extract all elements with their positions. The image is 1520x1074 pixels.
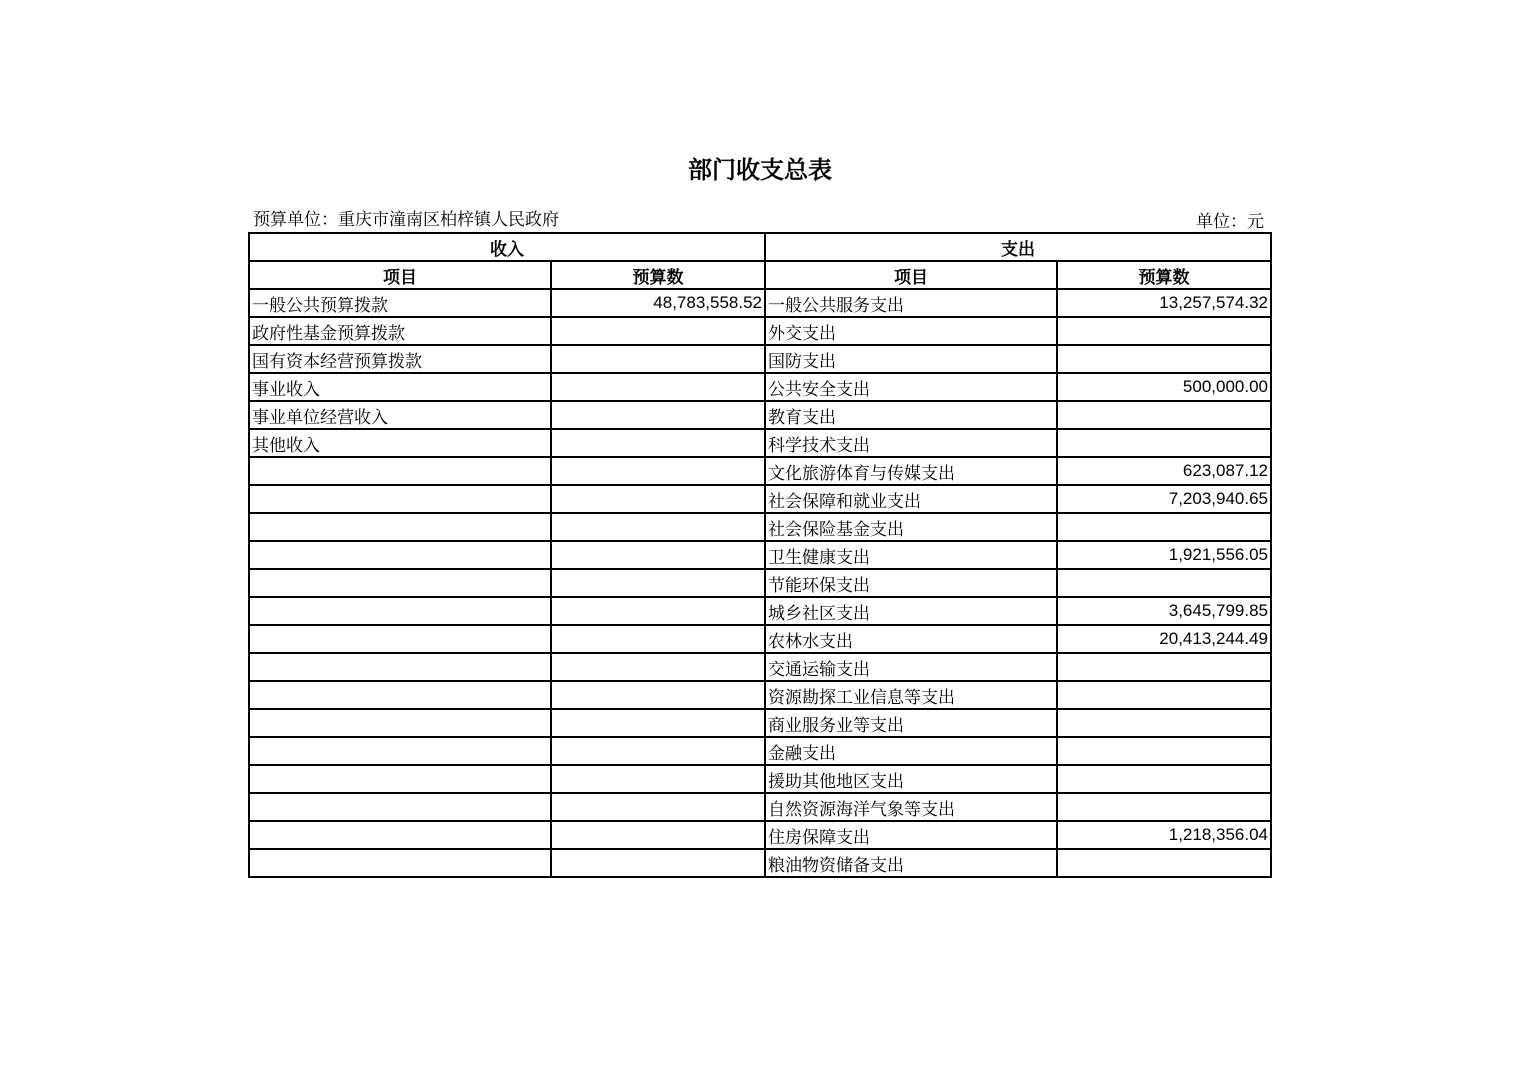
- expense-item-cell: 社会保障和就业支出: [765, 485, 1057, 513]
- income-item-header: 项目: [249, 261, 551, 289]
- table-row: [249, 345, 1271, 373]
- income-amount-cell: [551, 457, 765, 485]
- table-row: [249, 737, 1271, 765]
- table-row: [249, 821, 1271, 849]
- income-item-cell: 事业单位经营收入: [249, 401, 551, 429]
- expense-item-cell: 节能环保支出: [765, 569, 1057, 597]
- income-amount-cell: [551, 373, 765, 401]
- income-amount-cell: [551, 681, 765, 709]
- expense-amount-cell: [1057, 317, 1271, 345]
- expense-amount-cell: [1057, 765, 1271, 793]
- income-amount-cell: [551, 485, 765, 513]
- table-row: [249, 625, 1271, 653]
- table-row: [249, 429, 1271, 457]
- table-row: [249, 541, 1271, 569]
- table-row: [249, 401, 1271, 429]
- income-item-cell: [249, 569, 551, 597]
- expense-item-cell: 援助其他地区支出: [765, 765, 1057, 793]
- table-row: [249, 513, 1271, 541]
- income-item-cell: [249, 821, 551, 849]
- income-item-cell: [249, 457, 551, 485]
- expense-item-cell: 一般公共服务支出: [765, 289, 1057, 317]
- expense-amount-cell: [1057, 709, 1271, 737]
- expense-amount-cell: 1,921,556.05: [1057, 541, 1271, 569]
- table-row: [249, 653, 1271, 681]
- income-item-cell: 一般公共预算拨款: [249, 289, 551, 317]
- expense-amount-cell: [1057, 849, 1271, 877]
- currency-unit-label: 单位：元: [1196, 212, 1264, 232]
- expense-amount-cell: [1057, 653, 1271, 681]
- income-item-cell: [249, 653, 551, 681]
- expense-item-cell: 自然资源海洋气象等支出: [765, 793, 1057, 821]
- expense-item-cell: 金融支出: [765, 737, 1057, 765]
- expense-item-cell: 教育支出: [765, 401, 1057, 429]
- expense-amount-cell: [1057, 737, 1271, 765]
- income-amount-cell: [551, 401, 765, 429]
- income-amount-cell: [551, 765, 765, 793]
- income-item-cell: [249, 597, 551, 625]
- income-item-cell: [249, 737, 551, 765]
- column-header-row: [249, 261, 1271, 289]
- income-amount-cell: [551, 569, 765, 597]
- expense-amount-cell: 3,645,799.85: [1057, 597, 1271, 625]
- page-title: 部门收支总表: [688, 156, 832, 184]
- income-amount-cell: [551, 793, 765, 821]
- expense-item-cell: 国防支出: [765, 345, 1057, 373]
- income-item-cell: 事业收入: [249, 373, 551, 401]
- expense-amount-cell: 20,413,244.49: [1057, 625, 1271, 653]
- income-amount-cell: [551, 513, 765, 541]
- income-amount-header: 预算数: [551, 261, 765, 289]
- income-amount-cell: [551, 429, 765, 457]
- expense-section-header: 支出: [765, 233, 1271, 261]
- income-item-cell: 国有资本经营预算拨款: [249, 345, 551, 373]
- expense-item-cell: 粮油物资储备支出: [765, 849, 1057, 877]
- expense-item-cell: 文化旅游体育与传媒支出: [765, 457, 1057, 485]
- table-row: [249, 765, 1271, 793]
- expense-amount-cell: 623,087.12: [1057, 457, 1271, 485]
- table-row: [249, 373, 1271, 401]
- income-amount-cell: [551, 821, 765, 849]
- table-row: [249, 849, 1271, 877]
- expense-amount-cell: 7,203,940.65: [1057, 485, 1271, 513]
- expense-amount-cell: [1057, 681, 1271, 709]
- expense-item-cell: 公共安全支出: [765, 373, 1057, 401]
- expense-amount-cell: [1057, 513, 1271, 541]
- income-item-cell: [249, 513, 551, 541]
- income-item-cell: 政府性基金预算拨款: [249, 317, 551, 345]
- expense-item-header: 项目: [765, 261, 1057, 289]
- table-row: [249, 317, 1271, 345]
- income-amount-cell: [551, 597, 765, 625]
- budget-unit-label: 预算单位：重庆市潼南区柏梓镇人民政府: [253, 210, 559, 230]
- section-header-row: [249, 233, 1271, 261]
- table-row: [249, 289, 1271, 317]
- expense-amount-cell: 13,257,574.32: [1057, 289, 1271, 317]
- income-amount-cell: [551, 653, 765, 681]
- expense-amount-cell: [1057, 429, 1271, 457]
- income-amount-cell: 48,783,558.52: [551, 289, 765, 317]
- expense-item-cell: 资源勘探工业信息等支出: [765, 681, 1057, 709]
- table-row: [249, 597, 1271, 625]
- income-amount-cell: [551, 737, 765, 765]
- income-amount-cell: [551, 709, 765, 737]
- income-item-cell: [249, 681, 551, 709]
- table-row: [249, 457, 1271, 485]
- income-item-cell: [249, 709, 551, 737]
- income-item-cell: [249, 625, 551, 653]
- table-row: [249, 709, 1271, 737]
- table-row: [249, 485, 1271, 513]
- income-amount-cell: [551, 849, 765, 877]
- table-row: [249, 793, 1271, 821]
- expense-item-cell: 交通运输支出: [765, 653, 1057, 681]
- expense-amount-cell: [1057, 401, 1271, 429]
- income-item-cell: [249, 765, 551, 793]
- income-amount-cell: [551, 317, 765, 345]
- expense-item-cell: 科学技术支出: [765, 429, 1057, 457]
- income-item-cell: [249, 849, 551, 877]
- expense-item-cell: 商业服务业等支出: [765, 709, 1057, 737]
- income-item-cell: [249, 541, 551, 569]
- income-amount-cell: [551, 345, 765, 373]
- expense-amount-cell: [1057, 569, 1271, 597]
- expense-amount-cell: 1,218,356.04: [1057, 821, 1271, 849]
- expense-item-cell: 农林水支出: [765, 625, 1057, 653]
- income-item-cell: 其他收入: [249, 429, 551, 457]
- income-amount-cell: [551, 541, 765, 569]
- expense-item-cell: 住房保障支出: [765, 821, 1057, 849]
- table-row: [249, 681, 1271, 709]
- income-expense-table: [248, 232, 1272, 878]
- income-item-cell: [249, 793, 551, 821]
- table-row: [249, 569, 1271, 597]
- expense-amount-header: 预算数: [1057, 261, 1271, 289]
- expense-item-cell: 城乡社区支出: [765, 597, 1057, 625]
- expense-item-cell: 社会保险基金支出: [765, 513, 1057, 541]
- expense-amount-cell: 500,000.00: [1057, 373, 1271, 401]
- expense-amount-cell: [1057, 345, 1271, 373]
- expense-amount-cell: [1057, 793, 1271, 821]
- income-item-cell: [249, 485, 551, 513]
- expense-item-cell: 外交支出: [765, 317, 1057, 345]
- income-amount-cell: [551, 625, 765, 653]
- income-section-header: 收入: [249, 233, 765, 261]
- expense-item-cell: 卫生健康支出: [765, 541, 1057, 569]
